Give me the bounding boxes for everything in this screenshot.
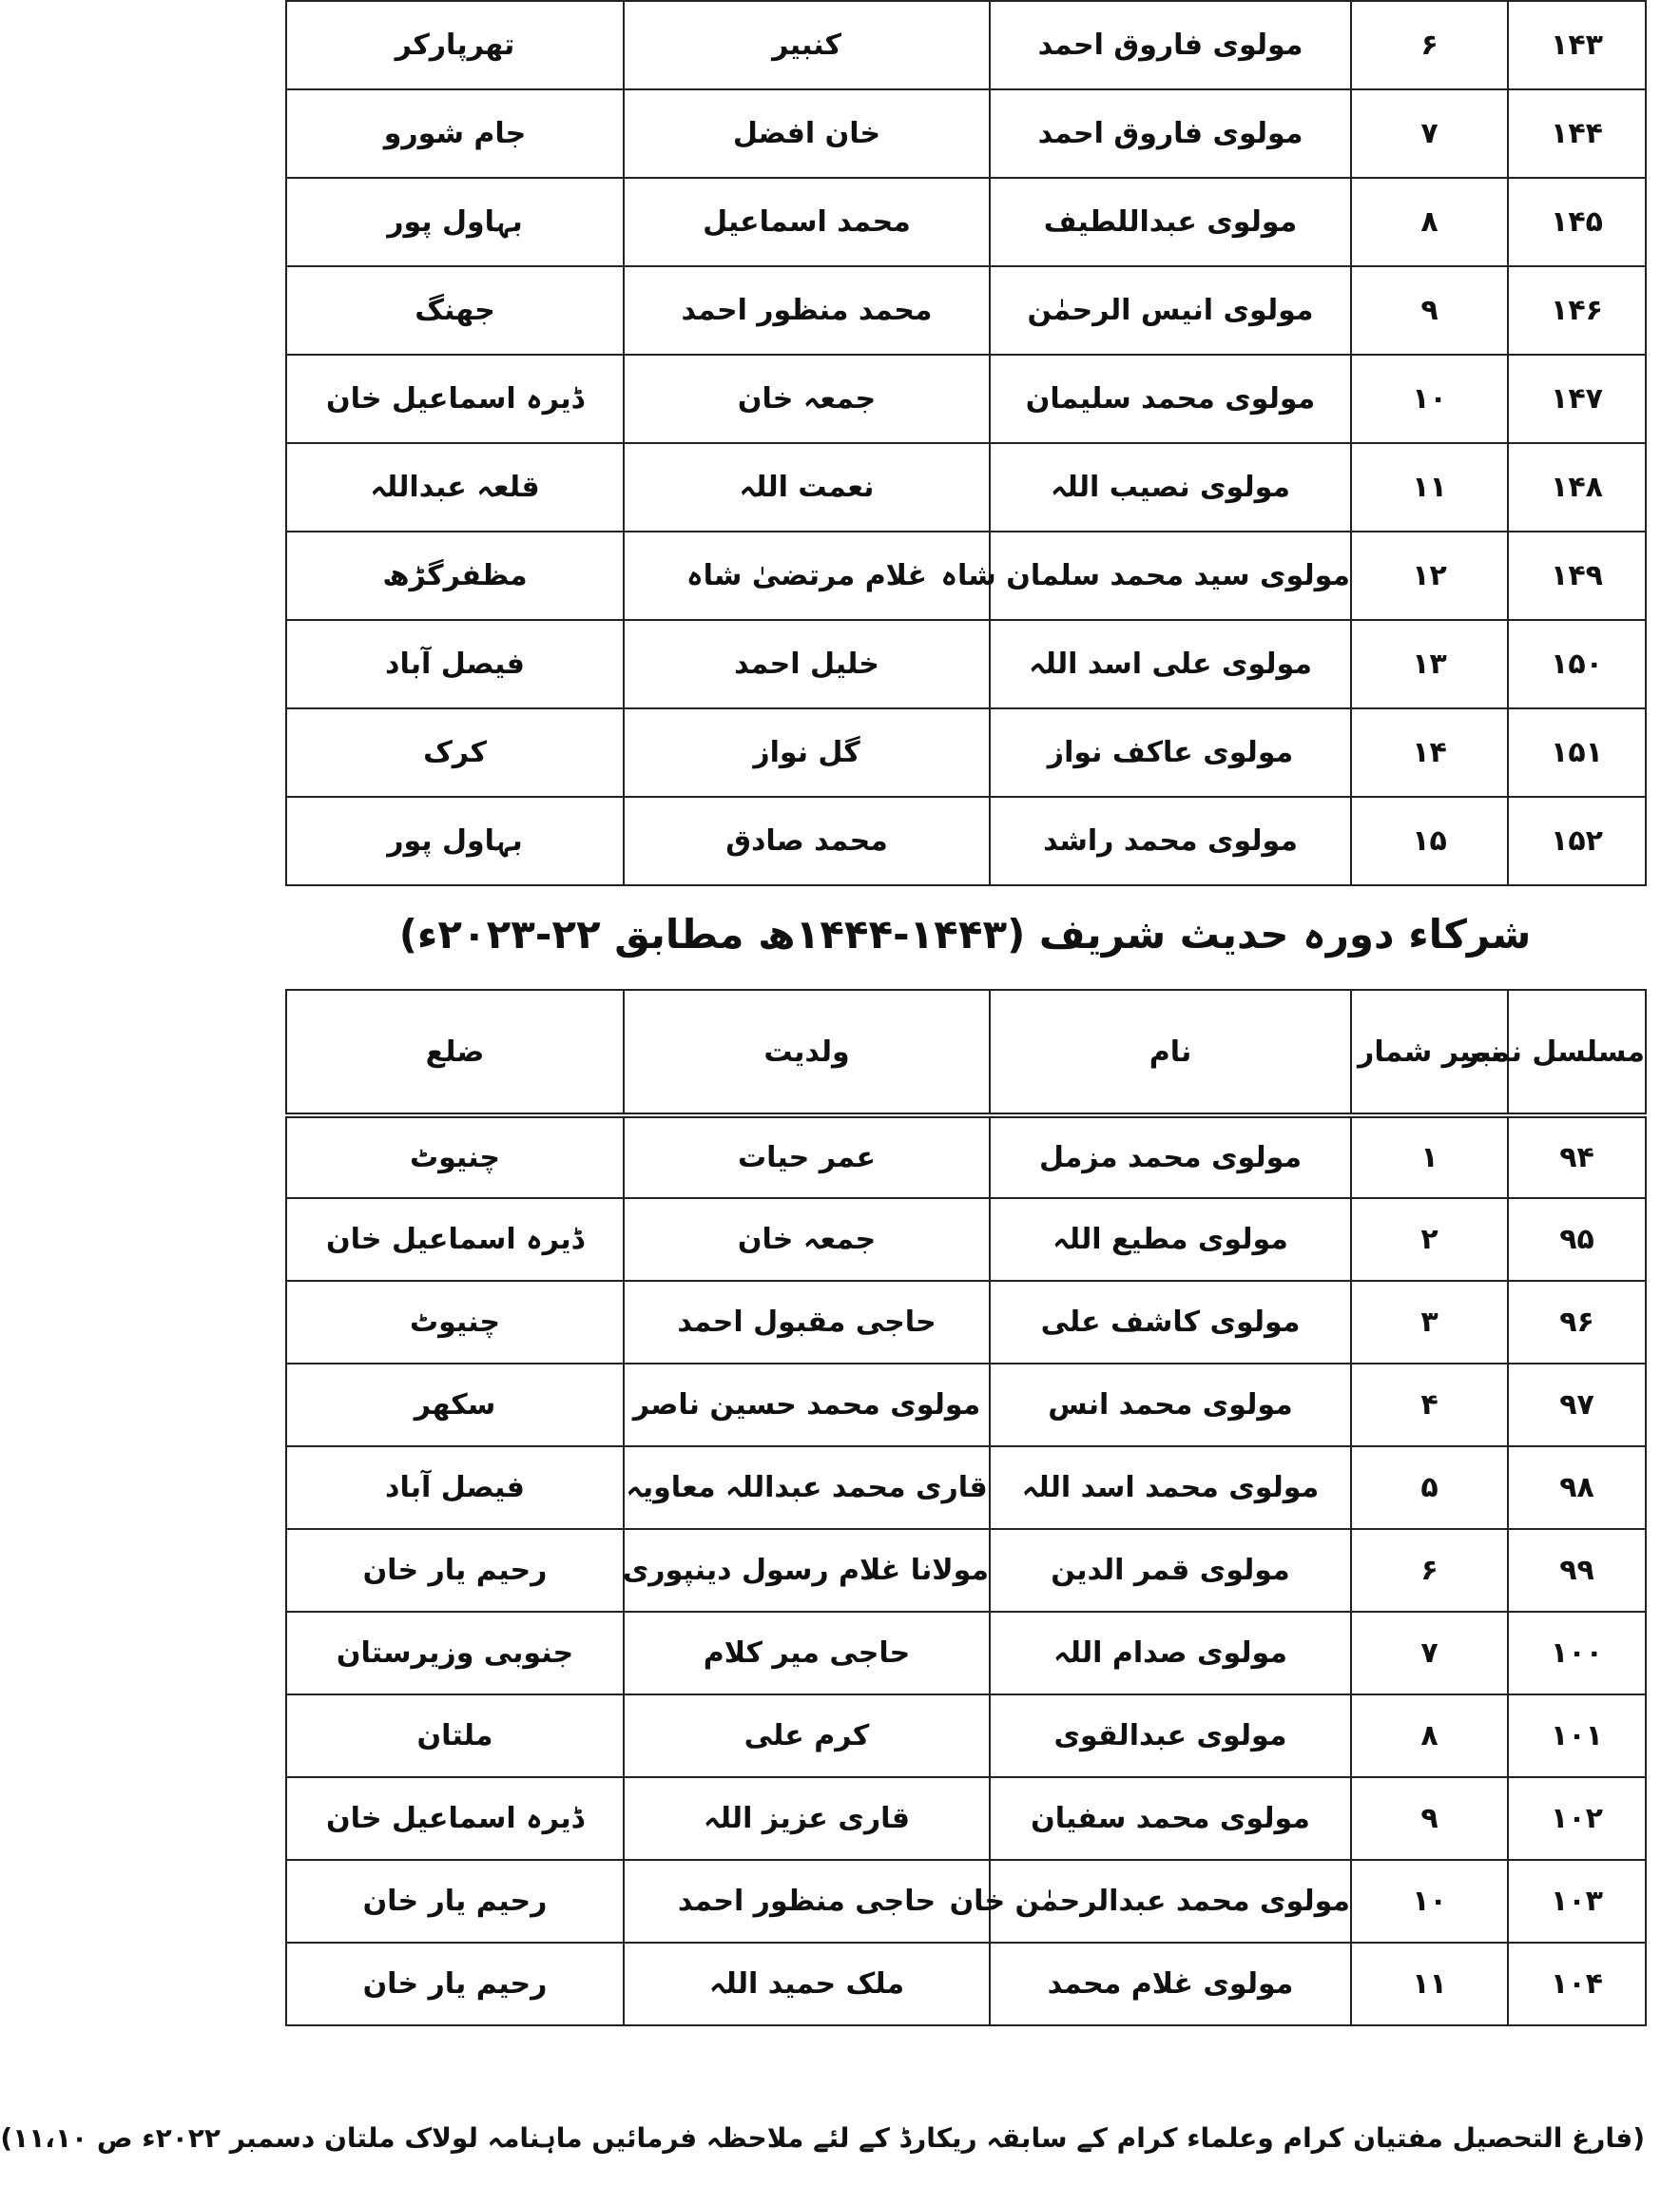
cell-serial: ۱۵۰ — [1508, 620, 1646, 708]
cell-name: مولوی عبدالقوی — [990, 1694, 1351, 1777]
section-title: شرکاء دورہ حدیث شریف (۱۴۴۳-۱۴۴۴ھ مطابق ۲۲-۲۰۲۳ء) — [398, 911, 1532, 958]
cell-name: مولوی صدام اللہ — [990, 1612, 1351, 1694]
cell-serial: ۱۵۲ — [1508, 797, 1646, 885]
cell-number: ۱۰ — [1351, 355, 1508, 443]
cell-number: ۹ — [1351, 266, 1508, 355]
cell-father: مولانا غلام رسول دینپوری — [624, 1529, 990, 1612]
header-number: نمبر شمار — [1351, 990, 1508, 1115]
cell-district: جنوبی وزیرستان — [286, 1612, 624, 1694]
table-row — [286, 1943, 1646, 2025]
cell-district: ڈیرہ اسماعیل خان — [286, 355, 624, 443]
table-row — [286, 443, 1646, 532]
cell-father: غلام مرتضیٰ شاہ — [624, 532, 990, 620]
cell-district: سکھر — [286, 1364, 624, 1446]
cell-serial: ۱۴۹ — [1508, 532, 1646, 620]
cell-district: ڈیرہ اسماعیل خان — [286, 1198, 624, 1281]
cell-number: ۶ — [1351, 1529, 1508, 1612]
cell-name: مولوی قمر الدین — [990, 1529, 1351, 1612]
table-row — [286, 1281, 1646, 1364]
graduates-table-continued — [285, 0, 1647, 886]
cell-number: ۹ — [1351, 1777, 1508, 1860]
cell-district: فیصل آباد — [286, 1446, 624, 1529]
cell-serial: ۱۰۰ — [1508, 1612, 1646, 1694]
cell-serial: ۱۰۱ — [1508, 1694, 1646, 1777]
table-row — [286, 89, 1646, 178]
cell-serial: ۱۰۴ — [1508, 1943, 1646, 2025]
cell-name: مولوی علی اسد اللہ — [990, 620, 1351, 708]
cell-name: مولوی نصیب اللہ — [990, 443, 1351, 532]
cell-name: مولوی محمد انس — [990, 1364, 1351, 1446]
table-row — [286, 708, 1646, 797]
cell-name: مولوی کاشف علی — [990, 1281, 1351, 1364]
cell-number: ۳ — [1351, 1281, 1508, 1364]
table-row — [286, 355, 1646, 443]
cell-district: فیصل آباد — [286, 620, 624, 708]
table-row — [286, 797, 1646, 885]
cell-serial: ۹۹ — [1508, 1529, 1646, 1612]
cell-number: ۵ — [1351, 1446, 1508, 1529]
cell-number: ۱۱ — [1351, 1943, 1508, 2025]
cell-father: جمعہ خان — [624, 1198, 990, 1281]
cell-number: ۱۴ — [1351, 708, 1508, 797]
cell-serial: ۱۴۵ — [1508, 178, 1646, 266]
cell-father: گل نواز — [624, 708, 990, 797]
cell-serial: ۹۸ — [1508, 1446, 1646, 1529]
cell-number: ۱ — [1351, 1115, 1508, 1198]
cell-father: عمر حیات — [624, 1115, 990, 1198]
cell-number: ۸ — [1351, 1694, 1508, 1777]
cell-name: مولوی غلام محمد — [990, 1943, 1351, 2025]
table-row — [286, 1115, 1646, 1198]
cell-district: بہاول پور — [286, 178, 624, 266]
table-row — [286, 1777, 1646, 1860]
cell-district: چنیوٹ — [286, 1115, 624, 1198]
cell-serial: ۱۴۶ — [1508, 266, 1646, 355]
cell-number: ۶ — [1351, 1, 1508, 89]
cell-serial: ۹۵ — [1508, 1198, 1646, 1281]
table-row — [286, 1198, 1646, 1281]
cell-district: جھنگ — [286, 266, 624, 355]
cell-name: مولوی محمد اسد اللہ — [990, 1446, 1351, 1529]
cell-district: قلعہ عبداللہ — [286, 443, 624, 532]
cell-name: مولوی محمد سفیان — [990, 1777, 1351, 1860]
cell-name: مولوی عاکف نواز — [990, 708, 1351, 797]
cell-father: ملک حمید اللہ — [624, 1943, 990, 2025]
cell-district: مظفرگڑھ — [286, 532, 624, 620]
cell-district: تھرپارکر — [286, 1, 624, 89]
table-header-row — [286, 990, 1646, 1115]
table-row — [286, 532, 1646, 620]
cell-father: حاجی میر کلام — [624, 1612, 990, 1694]
cell-district: ڈیرہ اسماعیل خان — [286, 1777, 624, 1860]
cell-father: حاجی منظور احمد — [624, 1860, 990, 1943]
cell-serial: ۱۴۷ — [1508, 355, 1646, 443]
cell-serial: ۱۴۸ — [1508, 443, 1646, 532]
cell-father: جمعہ خان — [624, 355, 990, 443]
cell-district: جام شورو — [286, 89, 624, 178]
cell-district: بہاول پور — [286, 797, 624, 885]
cell-name: مولوی فاروق احمد — [990, 1, 1351, 89]
cell-number: ۱۲ — [1351, 532, 1508, 620]
cell-name: مولوی محمد مزمل — [990, 1115, 1351, 1198]
table-row — [286, 620, 1646, 708]
cell-serial: ۱۰۳ — [1508, 1860, 1646, 1943]
table-row — [286, 178, 1646, 266]
cell-name: مولوی انیس الرحمٰن — [990, 266, 1351, 355]
table-row — [286, 1446, 1646, 1529]
cell-district: رحیم یار خان — [286, 1860, 624, 1943]
cell-district: کرک — [286, 708, 624, 797]
cell-name: مولوی محمد عبدالرحمٰن خان — [990, 1860, 1351, 1943]
cell-father: محمد صادق — [624, 797, 990, 885]
cell-district: رحیم یار خان — [286, 1529, 624, 1612]
cell-serial: ۱۰۲ — [1508, 1777, 1646, 1860]
cell-number: ۲ — [1351, 1198, 1508, 1281]
cell-father: قاری عزیز اللہ — [624, 1777, 990, 1860]
cell-number: ۱۳ — [1351, 620, 1508, 708]
cell-father: کنبیر — [624, 1, 990, 89]
cell-serial: ۱۴۳ — [1508, 1, 1646, 89]
table-row — [286, 1694, 1646, 1777]
dora-hadith-participants-table — [285, 989, 1647, 2026]
cell-number: ۱۵ — [1351, 797, 1508, 885]
table-row — [286, 266, 1646, 355]
table-row — [286, 1612, 1646, 1694]
cell-number: ۷ — [1351, 89, 1508, 178]
table-row — [286, 1, 1646, 89]
cell-name: مولوی مطیع اللہ — [990, 1198, 1351, 1281]
cell-name: مولوی محمد سلیمان — [990, 355, 1351, 443]
cell-serial: ۱۴۴ — [1508, 89, 1646, 178]
cell-number: ۱۰ — [1351, 1860, 1508, 1943]
header-father: ولدیت — [624, 990, 990, 1115]
cell-father: کرم علی — [624, 1694, 990, 1777]
header-district: ضلع — [286, 990, 624, 1115]
cell-serial: ۹۶ — [1508, 1281, 1646, 1364]
cell-name: مولوی سید محمد سلمان شاہ — [990, 532, 1351, 620]
cell-father: محمد اسماعیل — [624, 178, 990, 266]
cell-father: قاری محمد عبداللہ معاویہ — [624, 1446, 990, 1529]
cell-district: چنیوٹ — [286, 1281, 624, 1364]
cell-father: خان افضل — [624, 89, 990, 178]
cell-father: حاجی مقبول احمد — [624, 1281, 990, 1364]
cell-father: محمد منظور احمد — [624, 266, 990, 355]
cell-name: مولوی فاروق احمد — [990, 89, 1351, 178]
header-name: نام — [990, 990, 1351, 1115]
cell-father: مولوی محمد حسین ناصر — [624, 1364, 990, 1446]
cell-name: مولوی عبداللطیف — [990, 178, 1351, 266]
cell-district: ملتان — [286, 1694, 624, 1777]
cell-number: ۷ — [1351, 1612, 1508, 1694]
cell-name: مولوی محمد راشد — [990, 797, 1351, 885]
cell-number: ۱۱ — [1351, 443, 1508, 532]
footnote: (فارغ التحصیل مفتیان کرام وعلماء کرام کے سابقہ ریکارڈ کے لئے ملاحظہ فرمائیں ماہنامہ لولاک ملتان دسمبر ۲۰۲۲ء ص ۱۱،۱۰) — [0, 2122, 1645, 2154]
cell-father: خلیل احمد — [624, 620, 990, 708]
cell-serial: ۱۵۱ — [1508, 708, 1646, 797]
cell-serial: ۹۷ — [1508, 1364, 1646, 1446]
table-row — [286, 1364, 1646, 1446]
cell-number: ۴ — [1351, 1364, 1508, 1446]
cell-district: رحیم یار خان — [286, 1943, 624, 2025]
table-row — [286, 1529, 1646, 1612]
header-serial: مسلسل نمبر — [1508, 990, 1646, 1115]
table-row — [286, 1860, 1646, 1943]
cell-father: نعمت اللہ — [624, 443, 990, 532]
cell-serial: ۹۴ — [1508, 1115, 1646, 1198]
cell-number: ۸ — [1351, 178, 1508, 266]
